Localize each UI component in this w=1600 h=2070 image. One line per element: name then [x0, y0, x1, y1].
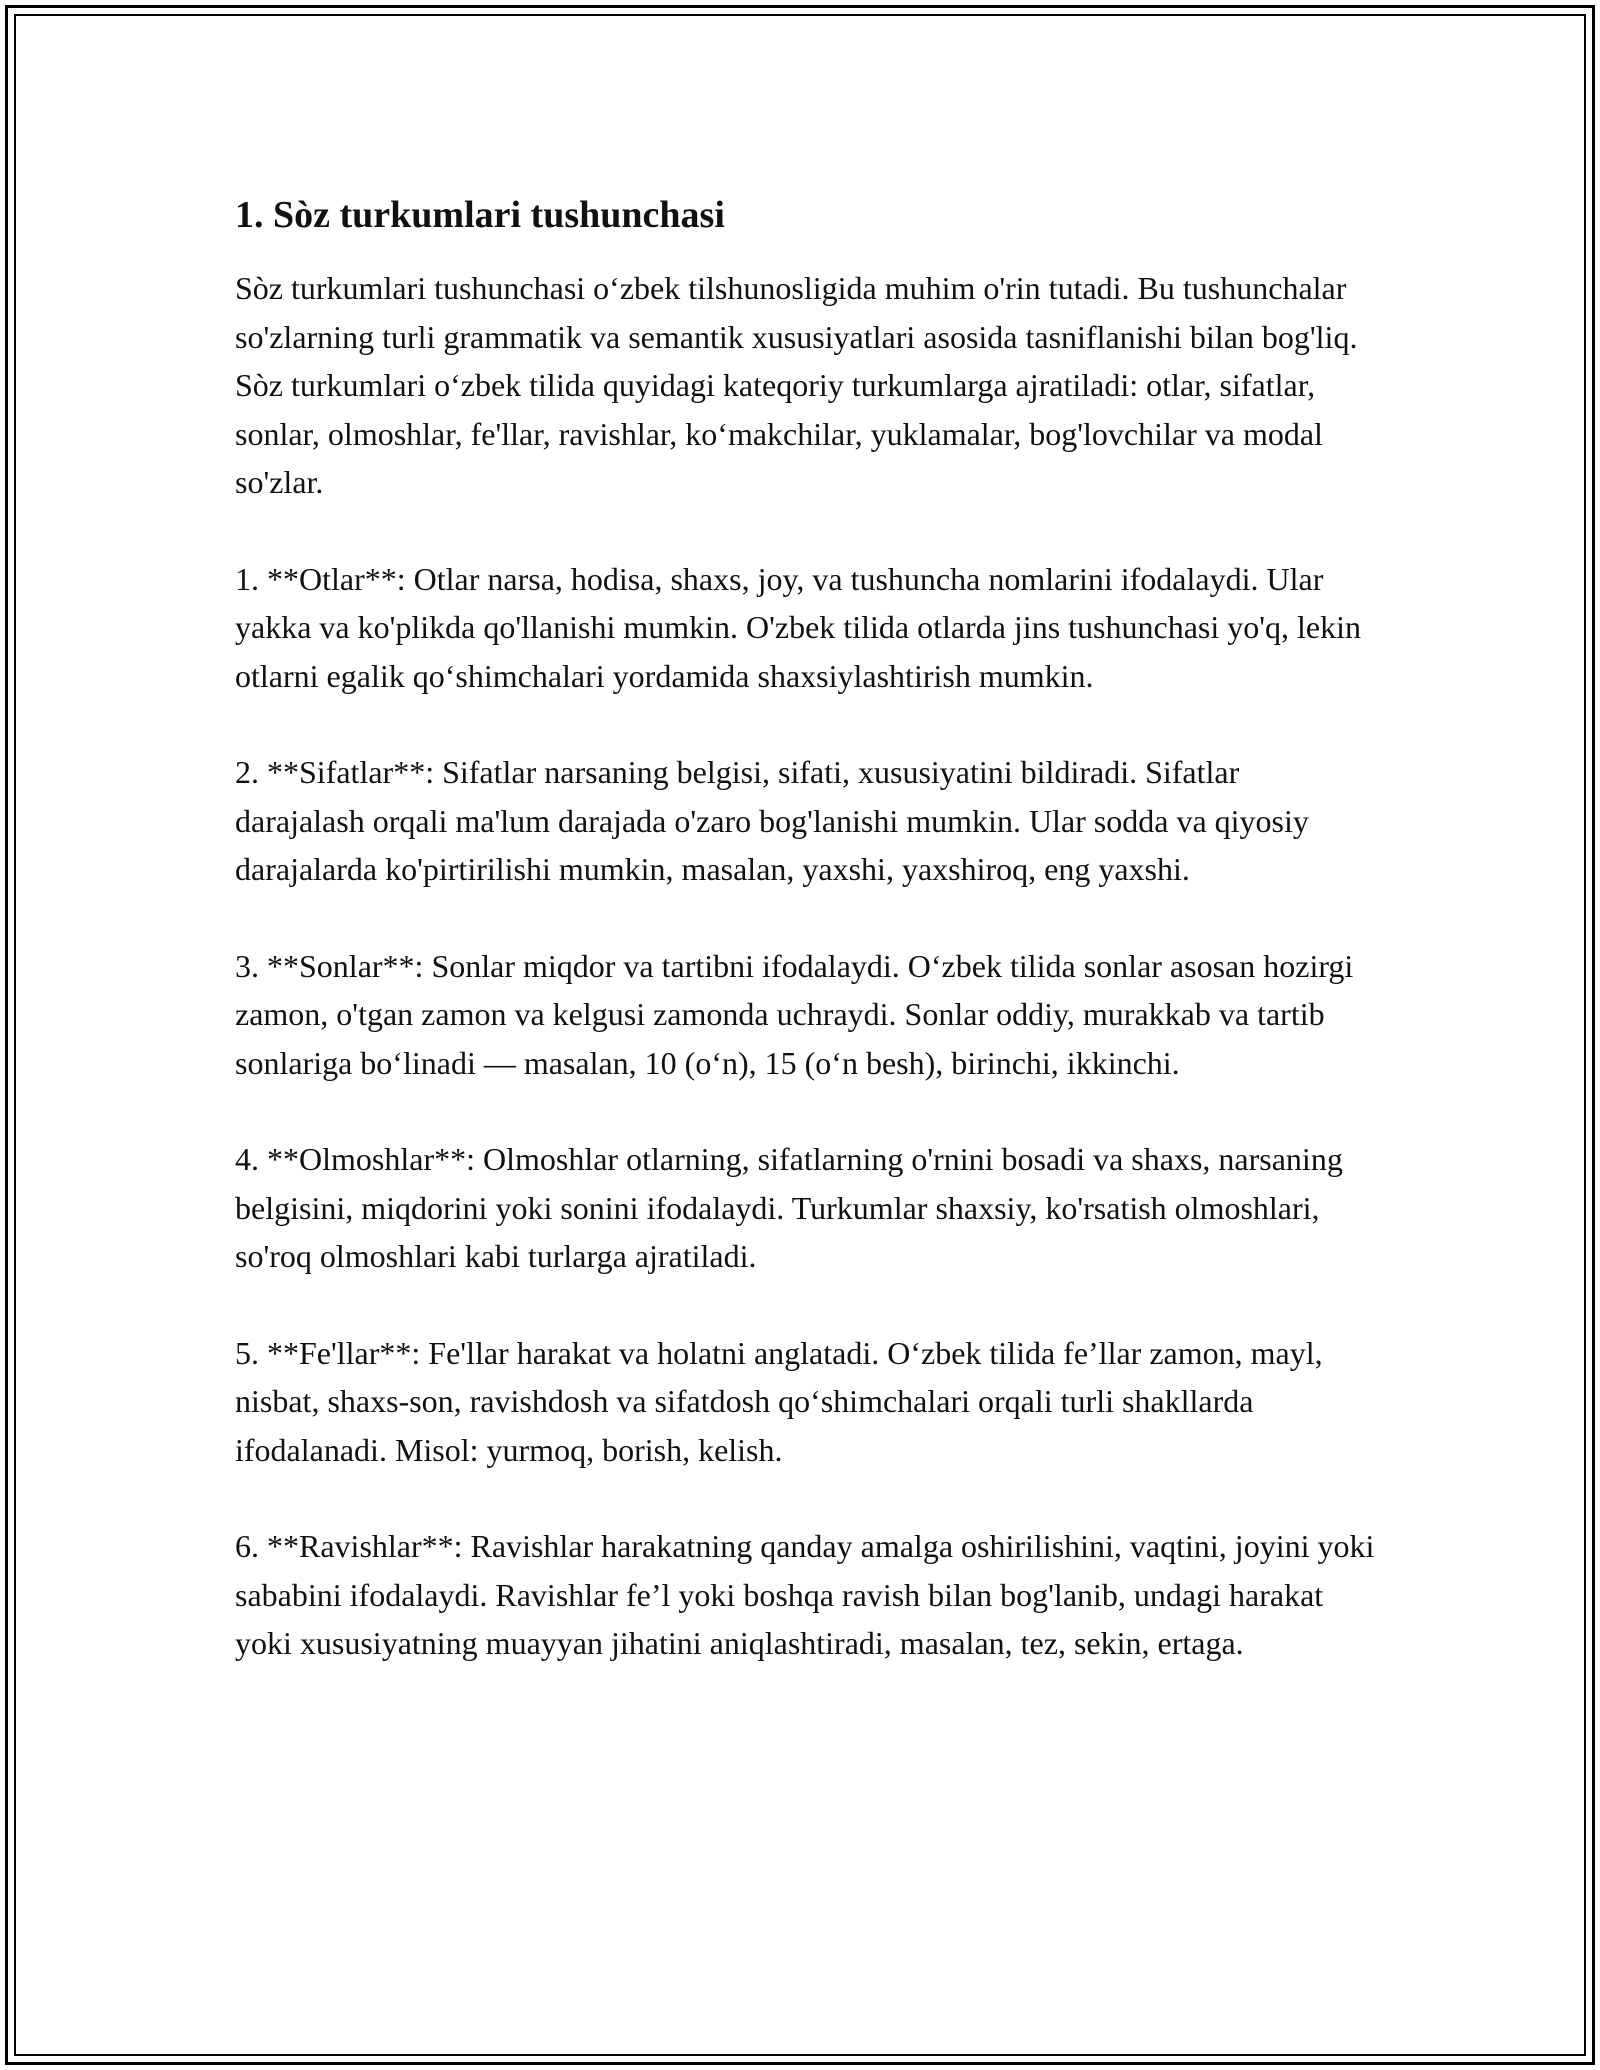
document-body	[235, 188, 1375, 1716]
paragraph-fellar: 5. **Fe'llar**: Fe'llar harakat va holatni anglatadi. O‘zbek tilida fe’llar zamon, mayl, nisbat, shaxs-son, ravishdosh va sifatdosh qo‘shimchalari orqali turli shakllarda ifodalanadi. Misol: yurmoq, borish, kelish.	[235, 1334, 1323, 1468]
paragraph-olmoshlar: 4. **Olmoshlar**: Olmoshlar otlarning, sifatlarning o'rnini bosadi va shaxs, narsaning belgisini, miqdorini yoki sonini ifodalaydi. Turkumlar shaxsiy, ko'rsatish olmoshlari, so'roq olmoshlari kabi turlarga ajratiladi.	[235, 1141, 1343, 1274]
paragraph-otlar: 1. **Otlar**: Otlar narsa, hodisa, shaxs, joy, va tushuncha nomlarini ifodalaydi. Ular yakka va ko'plikda qo'llanishi mumkin. O'zbek tilida otlarda jins tushunchasi yo'q, lekin otlarni egalik qo‘shimchalari yordamida shaxsiylashtirish mumkin.	[235, 560, 1361, 694]
intro-paragraph: Sòz turkumlari tushunchasi o‘zbek tilshunosligida muhim o'rin tutadi. Bu tushunchalar so'zlarning turli grammatik va semantik xususiyatlari asosida tasniflanishi bilan bog'liq. Sòz turkumlari o‘zbek tilida quyidagi kateqoriy turkumlarga ajratiladi: otlar, sifatlar, sonlar, olmoshlar, fe'llar, ravishlar, ko‘makchilar, yuklamalar, bog'lovchilar va modal so'zlar.	[235, 270, 1358, 500]
paragraph-sifatlar: 2. **Sifatlar**: Sifatlar narsaning belgisi, sifati, xususiyatini bildiradi. Sifatlar darajalash orqali ma'lum darajada o'zaro bog'lanishi mumkin. Ular sodda va qiyosiy darajalarda ko'pirtirilishi mumkin, masalan, yaxshi, yaxshiroq, eng yaxshi.	[235, 754, 1309, 887]
paragraph-sonlar: 3. **Sonlar**: Sonlar miqdor va tartibni ifodalaydi. O‘zbek tilida sonlar asosan hozirgi zamon, o'tgan zamon va kelgusi zamonda uchraydi. Sonlar oddiy, murakkab va tartib sonlariga bo‘linadi — masalan, 10 (o‘n), 15 (o‘n besh), birinchi, ikkinchi.	[235, 947, 1354, 1081]
page-title: 1. Sòz turkumlari tushunchasi	[235, 194, 725, 236]
paragraph-ravishlar: 6. **Ravishlar**: Ravishlar harakatning qanday amalga oshirilishini, vaqtini, joyini yoki sababini ifodalaydi. Ravishlar fe’l yoki boshqa ravish bilan bog'lanib, undagi harakat yoki xususiyatning muayyan jihatini aniqlashtiradi, masalan, tez, sekin, ertaga.	[235, 1528, 1375, 1661]
